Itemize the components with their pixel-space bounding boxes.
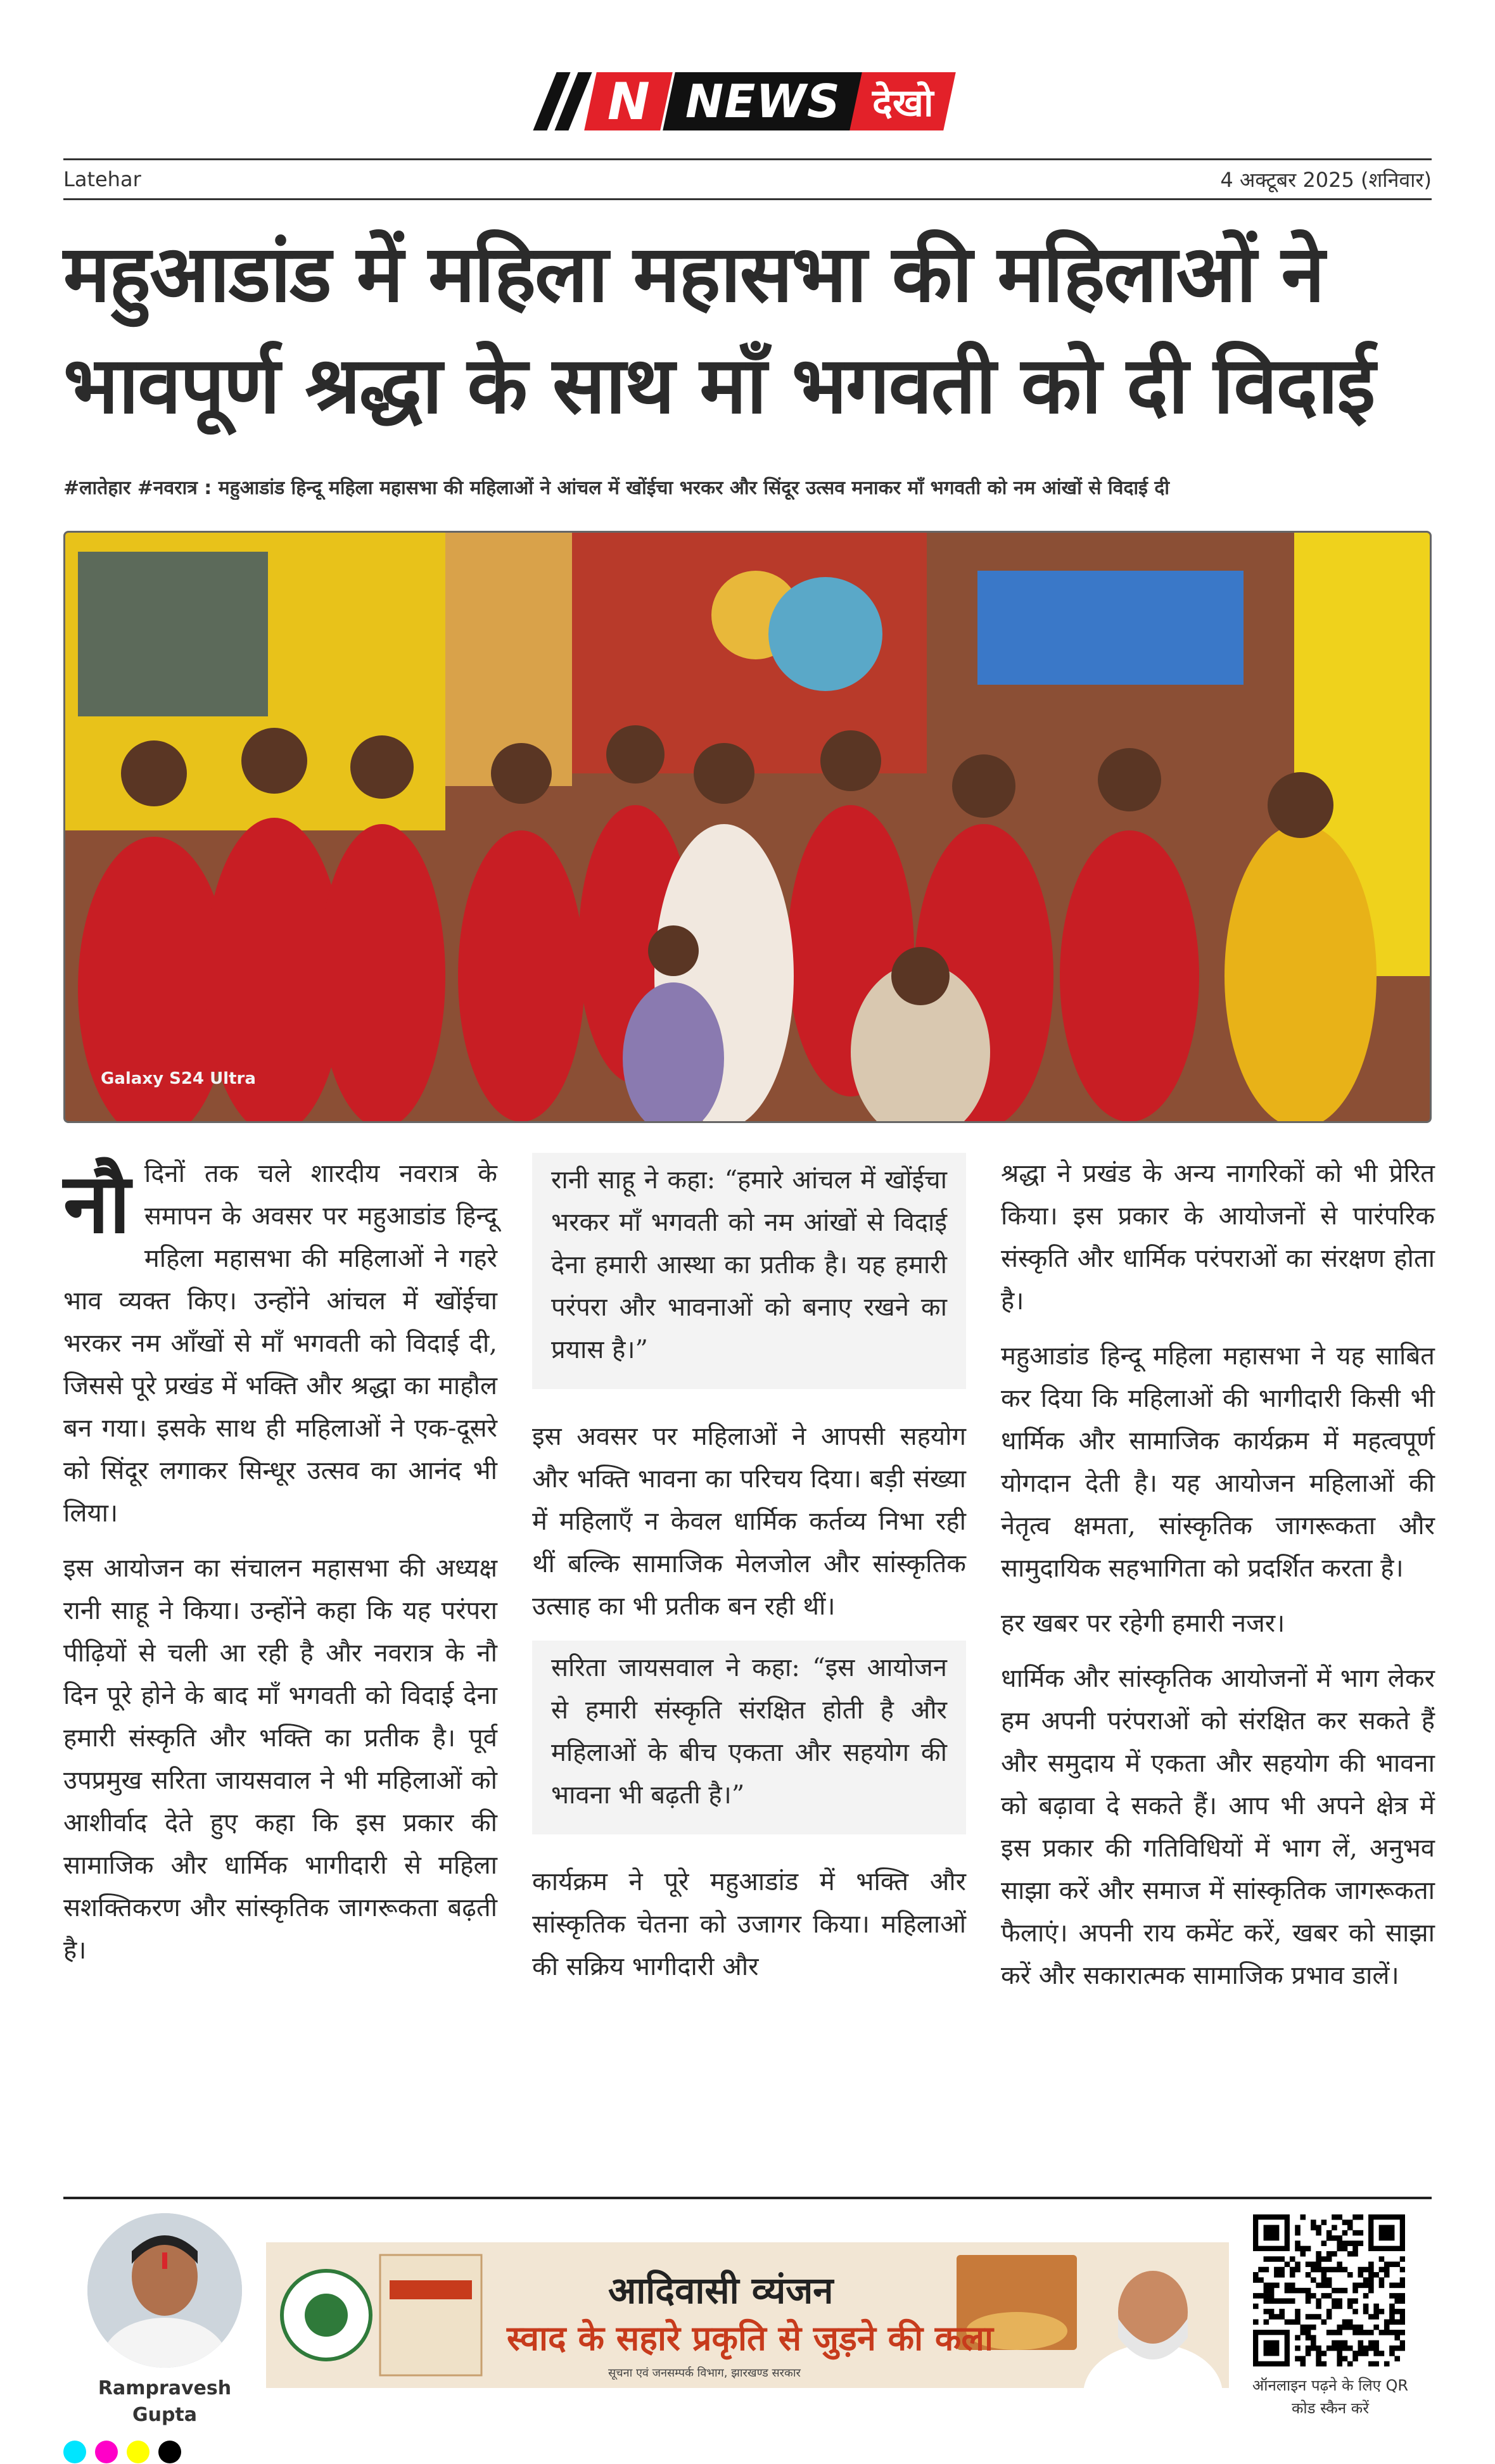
cyan-dot [63, 2441, 86, 2463]
page-title [63, 219, 1432, 441]
masthead [0, 70, 1495, 133]
logo-news-block [663, 72, 863, 130]
camera-watermark: Galaxy S24 Ultra [101, 1069, 256, 1088]
article-paragraph: इस अवसर पर महिलाओं ने आपसी सहयोग और भक्ति भावना का परिचय दिया। बड़ी संख्या में महिलाएँ न केवल धार्मिक कर्तव्य निभा रही थीं बल्कि सामाजिक मेलजोल और सांस्कृतिक उत्साह का भी प्रतीक बन रही थीं। [532, 1422, 966, 1621]
avatar [87, 2213, 242, 2368]
ad-title: आदिवासी व्यंजन [608, 2269, 834, 2312]
qr-code[interactable] [1253, 2214, 1405, 2366]
pull-quote [532, 1153, 966, 1389]
author-portrait-icon [87, 2213, 242, 2368]
qr-caption: ऑनलाइन पढ़ने के लिए QR कोड स्कैन करें [1252, 2377, 1409, 2417]
date-label: 4 अक्टूबर 2025 (शनिवार) [1220, 167, 1432, 192]
article-column-1 [63, 1153, 497, 1985]
news-dekho-logo[interactable] [545, 71, 950, 132]
headline-line-1: महुआडांड में महिला महासभा की महिलाओं ने [63, 229, 1324, 320]
info-bar [63, 158, 1432, 200]
article-paragraph: हर खबर पर रहेगी हमारी नजर। [1001, 1609, 1285, 1638]
advertisement-banner[interactable] [266, 2242, 1229, 2388]
logo-letter: N [607, 72, 650, 131]
article-paragraph: महुआडांड हिन्दू महिला महासभा ने यह साबित कर दिया कि महिलाओं की भागीदारी किसी भी धार्मिक और सामाजिक कार्यक्रम में महत्वपूर्ण योगदान देती है। यह आयोजन महिलाओं की नेतृत्व क्षमता, सांस्कृतिक जागरूकता और सामुदायिक सहभागिता को प्रदर्शित करता है। [1001, 1342, 1435, 1583]
footer-divider [63, 2197, 1432, 2199]
author-name: Rampravesh Gupta [98, 2377, 232, 2426]
logo-word: NEWS [685, 75, 841, 128]
logo-n-mark [585, 72, 673, 130]
quote-text: रानी साहू ने कहा: “हमारे आंचल में खोंईचा भरकर माँ भगवती को नम आंखों से विदाई देना हमारी आस्था का प्रतीक है। यह हमारी परंपरा और भावनाओं को बनाए रखने का प्रयास है।” [551, 1165, 947, 1364]
ad-footnote: सूचना एवं जनसम्पर्क विभाग, झारखण्ड सरकार [608, 2366, 801, 2380]
quote-text: सरिता जायसवाल ने कहा: “इस आयोजन से हमारी संस्कृति संरक्षित होती है और महिलाओं के बीच एकता और सहयोग की भावना भी बढ़ती है।” [551, 1653, 947, 1810]
article-paragraph: धार्मिक और सांस्कृतिक आयोजनों में भाग लेकर हम अपनी परंपराओं को संरक्षित कर सकते हैं और समुदाय में एकता और सहयोग की भावना को बढ़ावा दे सकते हैं। आप भी अपने क्षेत्र में इस प्रकार की गतिविधियों में भाग लें, अनुभव साझा करें और समाज में सांस्कृतिक जागरूकता फैलाएं। अपनी राय कमेंट करें, खबर को साझा करें और सकारात्मक सामाजिक प्रभाव डालें। [1001, 1664, 1435, 1990]
qr-code-icon [1253, 2214, 1405, 2366]
headline-line-2: भावपूर्ण श्रद्धा के साथ माँ भगवती को दी विदाई [63, 340, 1375, 431]
yellow-dot [127, 2441, 150, 2463]
article-column-2 [532, 1153, 966, 2001]
article-paragraph: श्रद्धा ने प्रखंड के अन्य नागरिकों को भी प्रेरित किया। इस प्रकार के आयोजनों से पारंपरिक संस्कृति और धार्मिक परंपराओं का संरक्षण होता है। [1001, 1159, 1435, 1316]
location-label: Latehar [63, 167, 141, 191]
logo-dekho-block [849, 72, 956, 130]
black-dot [158, 2441, 181, 2463]
lead-photo [63, 531, 1432, 1123]
article-paragraph [63, 1153, 497, 1535]
logo-hindi-word: देखो [872, 81, 934, 125]
article-text: दिनों तक चले शारदीय नवरात्र के समापन के अवसर पर महुआडांड हिन्दू महिला महासभा की महिलाओं ने गहरे भाव व्यक्त किए। उन्होंने आंचल में खोंईचा भरकर नम आँखों से माँ भगवती को विदाई दी, जिससे पूरे प्रखंड में भक्ति और श्रद्धा का माहौल बन गया। इसके साथ ही महिलाओं ने एक-दूसरे को सिंदूर लगाकर सिन्धूर उत्सव का आनंद भी लिया। [63, 1159, 497, 1528]
print-registration-dots [63, 2441, 181, 2463]
pull-quote [532, 1641, 966, 1834]
ad-tagline: स्वाद के सहारे प्रकृति से जुड़ने की कला [507, 2318, 993, 2358]
magenta-dot [95, 2441, 118, 2463]
article-paragraph: इस आयोजन का संचालन महासभा की अध्यक्ष रानी साहू ने किया। उन्होंने कहा कि यह परंपरा पीढ़ियों से चली आ रही है और नवरात्र के नौ दिन पूरे होने के बाद माँ भगवती को विदाई देना हमारी संस्कृति और भक्ति का प्रतीक है। पूर्व उपप्रमुख सरिता जायसवाल ने भी महिलाओं को आशीर्वाद देते हुए कहा कि इस प्रकार की सामाजिक और धार्मिक भागीदारी से महिला सशक्तिकरण और सांस्कृतिक जागरूकता बढ़ती है। [63, 1554, 497, 1965]
lead-photo-illustration [65, 533, 1432, 1123]
article-column-3 [1001, 1153, 1435, 2010]
article-paragraph: कार्यक्रम ने पूरे महुआडांड में भक्ति और सांस्कृतिक चेतना को उजागर किया। महिलाओं की सक्रिय भागीदारी और [532, 1867, 966, 1981]
subheadline: #लातेहार #नवरात्र : महुआडांड हिन्दू महिला महासभा की महिलाओं ने आंचल में खोंईचा भरकर और सिंदूर उत्सव मनाकर माँ भगवती को नम आंखों से विदाई दी [63, 477, 1170, 499]
drop-cap: नौ [63, 1155, 130, 1252]
